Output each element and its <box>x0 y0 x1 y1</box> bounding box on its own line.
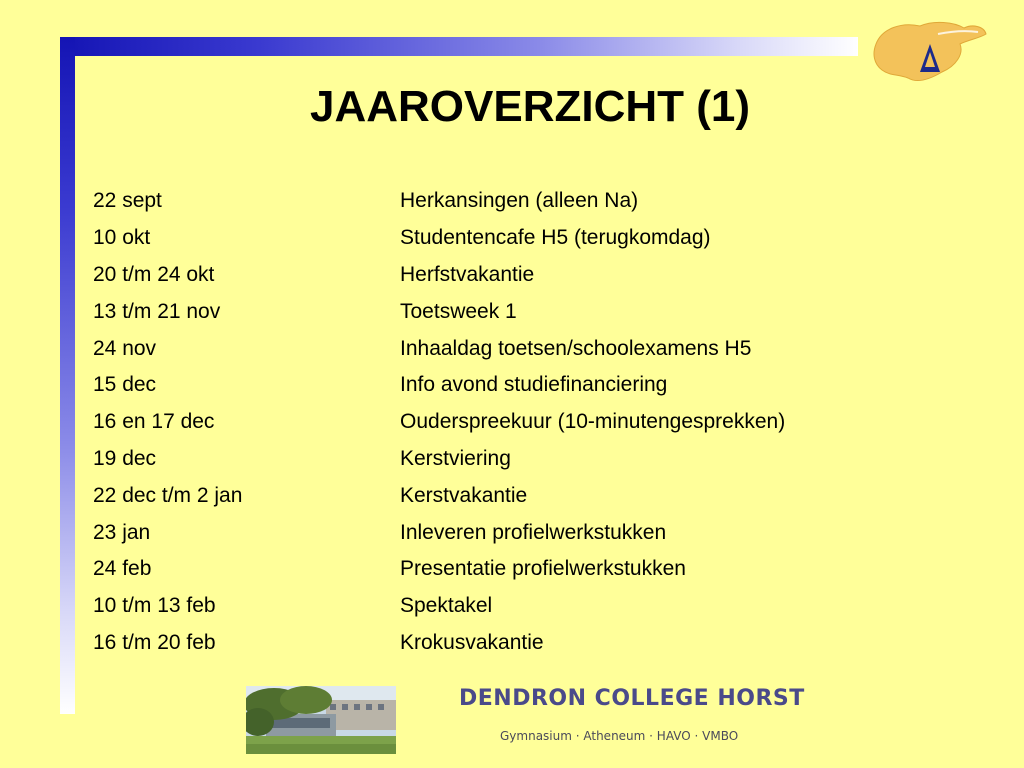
schedule-event: Herfstvakantie <box>400 262 535 286</box>
schedule-event: Spektakel <box>400 594 493 618</box>
schedule-row <box>93 367 785 404</box>
schedule-event: Ouderspreekuur (10-minutengesprekken) <box>400 410 786 434</box>
schedule-date: 10 t/m 13 feb <box>93 594 216 618</box>
schedule-event: Presentatie profielwerkstukken <box>400 557 686 581</box>
schedule-date: 22 dec t/m 2 jan <box>93 483 243 507</box>
decorative-top-bar <box>60 37 858 56</box>
schedule-date: 24 feb <box>93 557 152 581</box>
slide-title: JAAROVERZICHT (1) <box>309 82 751 131</box>
schedule-event: Herkansingen (alleen Na) <box>400 189 639 213</box>
schedule-event: Inhaaldag toetsen/schoolexamens H5 <box>400 336 752 360</box>
schedule-row <box>93 183 785 220</box>
schedule-date: 23 jan <box>93 520 151 544</box>
schedule-event: Inleveren profielwerkstukken <box>400 520 667 544</box>
schedule-date: 24 nov <box>93 336 157 360</box>
schedule-row <box>93 441 785 478</box>
schedule-event: Krokusvakantie <box>400 630 544 654</box>
schedule-date: 16 en 17 dec <box>93 410 215 434</box>
schedule-list <box>93 183 785 661</box>
schedule-date: 20 t/m 24 okt <box>93 262 215 286</box>
schedule-date: 19 dec <box>93 446 157 470</box>
schedule-date: 16 t/m 20 feb <box>93 630 216 654</box>
schedule-row <box>93 625 785 662</box>
schedule-row <box>93 330 785 367</box>
schedule-row <box>93 551 785 588</box>
schedule-row <box>93 514 785 551</box>
schedule-row <box>93 220 785 257</box>
schedule-date: 15 dec <box>93 373 157 397</box>
schedule-event: Studentencafe H5 (terugkomdag) <box>400 226 711 250</box>
schedule-date: 10 okt <box>93 226 151 250</box>
schedule-row <box>93 257 785 294</box>
schedule-event: Toetsweek 1 <box>400 299 517 323</box>
school-building-photo <box>246 686 396 754</box>
schedule-row <box>93 588 785 625</box>
school-levels: Gymnasium · Atheneum · HAVO · VMBO <box>500 729 739 743</box>
schedule-row <box>93 477 785 514</box>
schedule-event: Kerstvakantie <box>400 483 528 507</box>
schedule-date: 13 t/m 21 nov <box>93 299 221 323</box>
schedule-date: 22 sept <box>93 189 162 213</box>
schedule-row <box>93 404 785 441</box>
decorative-left-bar <box>60 37 75 714</box>
schedule-row <box>93 293 785 330</box>
school-name: DENDRON COLLEGE HORST <box>459 686 805 711</box>
school-logo-icon <box>868 14 990 88</box>
schedule-event: Kerstviering <box>400 446 511 470</box>
schedule-event: Info avond studiefinanciering <box>400 373 668 397</box>
